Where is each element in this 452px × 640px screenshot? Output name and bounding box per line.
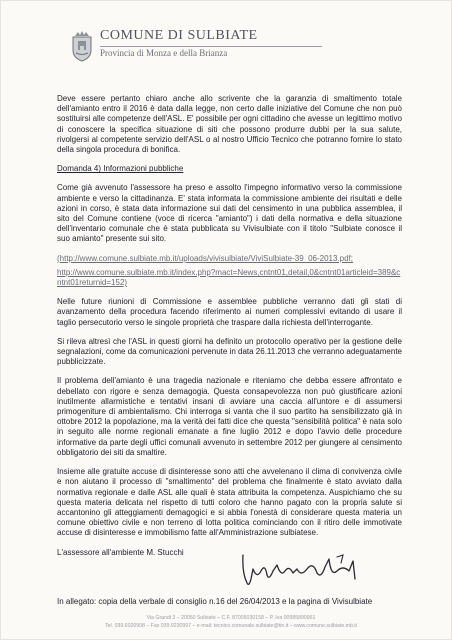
intro-paragraph: Deve essere pertanto chiaro anche allo scrivente che la garanzia di smaltimento totale dell'amianto entro il 2016 è data dalla legge, non certo dalle iniziative del Comune che non può sostituirsi alle competenze dell'ASL. E' possibile per ogni cittadino che avesse un legittimo motivo di conoscere la specifica situazione di siti che possono produrre dubbi per la sua salute, rivolgersi al competente servizio dell'ASL o al nostro Ufficio Tecnico che potranno fornire lo stato della singola procedura di bonifica. [57, 94, 402, 155]
vivisulbiate-pdf-link[interactable]: (http://www.comune.sulbiate.mb.it/uploads/vivisulbiate/ViviSulbiate-39_06-2013.pdf; [57, 253, 354, 263]
letterhead [0, 0, 452, 70]
commission-paragraph: Nelle future riunioni di Commissione e assemblee pubbliche verranno dati gli stati di avanzamento della procedura facendo riferimento ai numeri complessivi evitando di usare il taglio persecutorio verso le singole proprietà che traspare dalla richiesta dell'interrogante. [57, 297, 402, 327]
provincia-name: Provincia di Monza e della Brianza [100, 48, 228, 58]
letter-body [57, 94, 402, 616]
news-article-link[interactable]: http://www.comune.sulbiate.mb.it/index.php?mact=News,cntnt01,detail,0&cntnt01articleid=389&cntnt01returnid=152) [57, 267, 401, 288]
closing-signatory: L'assessore all'ambiente M. Stucchi [57, 547, 184, 557]
letter-footer [56, 614, 406, 630]
asl-protocol-paragraph: Si rileva altresì che l'ASL in questi giorni ha definito un protocollo operativo per la gestione delle segnalazioni, come da comunicazioni pervenute in data 26.11.2013 che verranno adeguatamente pubblicizzate. [57, 336, 402, 367]
section-title: Domanda 4) Informazioni pubbliche [57, 164, 184, 174]
footer-contacts: Tel. 039.6020908 – Fax 039.9230997 – e-mail: tecnico.comunale.sulbiate@tin.it – www.comune.sulbiate.mb.it [105, 623, 357, 629]
attachment-note: In allegato: copia della verbale di consiglio n.16 del 26/04/2013 e la pagina di Vivisulbiate [57, 596, 373, 606]
footer-address: Via Grandi 3 – 20050 Sulbiate – C.F. 87005030158 – P. Iva 00985890961 [146, 615, 316, 621]
accusations-paragraph: Insieme alle gratuite accuse di disinteresse sono atti che avvelenano il clima di convivenza civile e non aiutano il processo di "smaltimento" del problema che finalmente è stato avviato dalla normativa regionale e dalle ASL alle quali è stata attribuita la competenza. Auspichiamo che su questa materia delicata nel rispetto di tutti coloro che hanno pagato con la propria salute si accantonino gli atteggiamenti demagogici e si abbia l'onestà di considerare questa materia un comune obiettivo civile e non terreno di lotta politica cominciando con il ritiro delle immotivate accuse di disinteresse e immobilismo fatte all'Amministrazione sulbiatese. [57, 467, 402, 538]
comune-name: COMUNE DI SULBIATE [100, 28, 258, 43]
handwritten-signature [237, 549, 367, 589]
signature-area [57, 567, 402, 597]
asbestos-problem-paragraph: Il problema dell'amianto è una tragedia nazionale e riteniamo che debba essere affrontato e debellato con rigore e senza demagogia. Questa consapevolezza non può giustificare azioni inutilmente allarmistiche e tentativi insani di avviare una caccia all'untore e di assumersi primogeniture di ambientalismo. Chi interroga si vanta che il suo partito ha sensibilizzato già in ottobre 2012 la popolazione, ma la verità dei fatti dice che questa "sensibilità politica" è nata solo in seguito alle norme regionali emanate a fine luglio 2012 e dopo l'avvio delle procedure informative da parte degli uffici comunali avvenuto in settembre 2012 per giungere al censimento obbligatorio dei siti da smaltire. [57, 376, 402, 457]
information-paragraph: Come già avvenuto l'assessore ha preso e assolto l'impegno informativo verso la commissione ambiente e verso la cittadinanza. E' stata informata la commissione ambiente dei risultati e delle azioni in corso, è stata data informazione sui dati del censimento in una pubblica assemblea, il sito del Comune contiene (voce di ricerca "amianto") i dati della normativa e della situazione dell'inventario comunale che è stata pubblicata su Vivisulbiate con il titolo "Sulbiate conosce il suo amianto" presente sui sito. [57, 183, 402, 244]
header-rule [100, 46, 322, 47]
municipal-crest-icon [70, 30, 94, 62]
